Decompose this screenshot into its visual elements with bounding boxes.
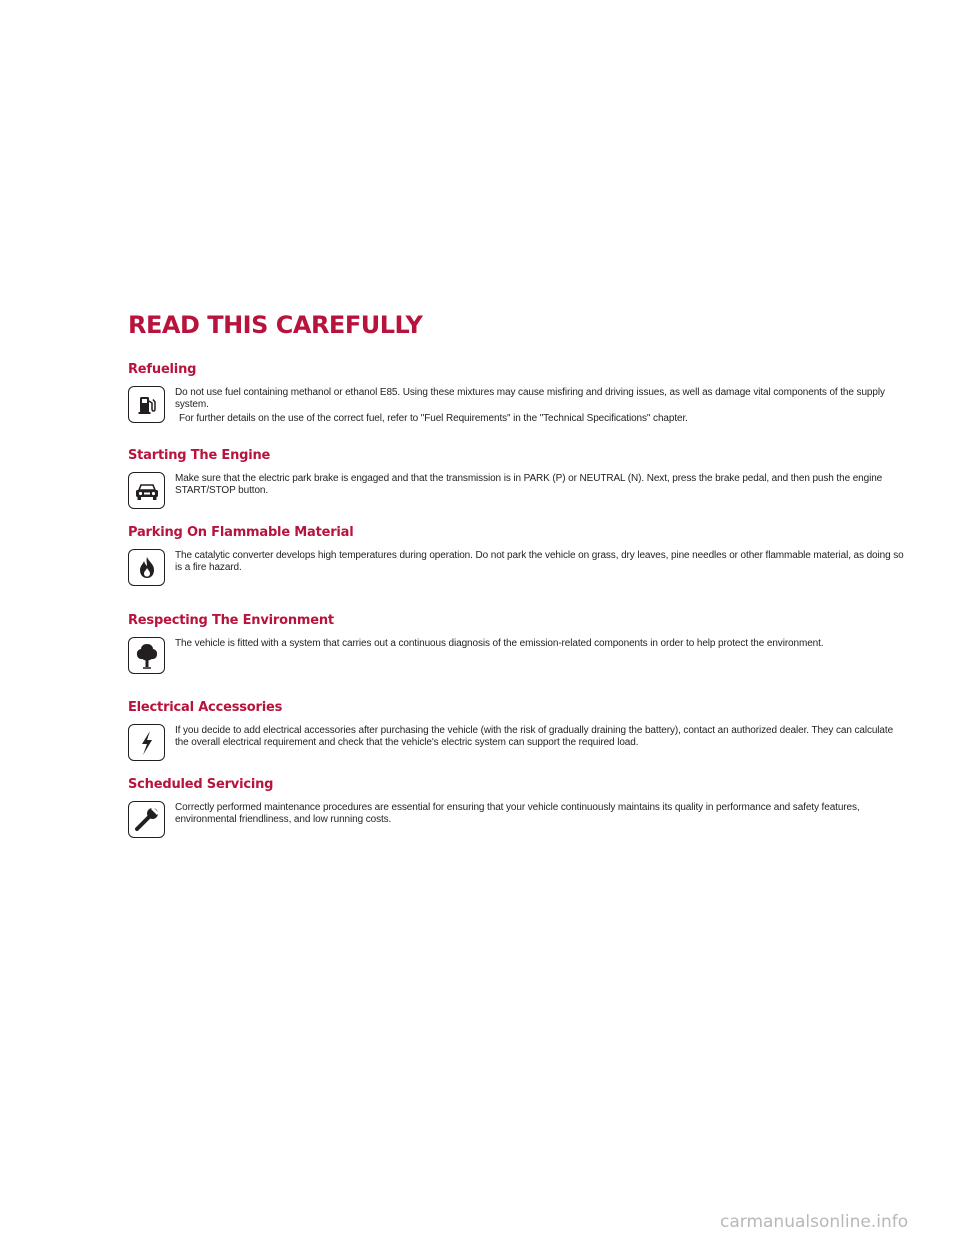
fuel-pump-icon (128, 386, 165, 423)
car-icon (128, 472, 165, 509)
section-text: If you decide to add electrical accessories after purchasing the vehicle (with the risk of gradually draining the battery), contact an authorized dealer. They can calculate the overall electrical requirement and check that the vehicle's electric system can support the required load. (175, 725, 894, 748)
lightning-bolt-icon (128, 724, 165, 761)
section-starting-engine (128, 448, 908, 513)
section-parking-flammable (128, 525, 908, 590)
section-electrical-accessories (128, 700, 908, 765)
section-scheduled-servicing (128, 777, 908, 842)
watermark: carmanualsonline.info (720, 1212, 909, 1232)
tree-icon (128, 637, 165, 674)
section-text: Make sure that the electric park brake is engaged and that the transmission is in PARK (P) or NEUTRAL (N). Next, press the brake pedal, and then push the engine START/STOP button. (175, 473, 883, 496)
section-text: The vehicle is fitted with a system that carries out a continuous diagnosis of the emission-related components in order to help protect the environment. (175, 638, 824, 649)
section-refueling (128, 362, 908, 427)
section-heading: Refueling (128, 362, 197, 377)
section-text: Correctly performed maintenance procedures are essential for ensuring that your vehicle continuously maintains its quality in performance and safety features, environmental friendliness, and low running costs. (175, 802, 860, 825)
section-heading: Scheduled Servicing (128, 777, 274, 792)
section-heading: Respecting The Environment (128, 613, 334, 628)
fire-icon (128, 549, 165, 586)
section-heading: Starting The Engine (128, 448, 271, 463)
wrench-icon (128, 801, 165, 838)
page-title: READ THIS CAREFULLY (128, 311, 423, 339)
section-text: For further details on the use of the correct fuel, refer to "Fuel Requirements" in the "Technical Specifications" chapter. (179, 413, 688, 424)
section-heading: Electrical Accessories (128, 700, 283, 715)
section-heading: Parking On Flammable Material (128, 525, 354, 540)
section-text: Do not use fuel containing methanol or ethanol E85. Using these mixtures may cause misfiring and driving issues, as well as damage vital components of the supply system. (175, 387, 885, 410)
section-text: The catalytic converter develops high temperatures during operation. Do not park the vehicle on grass, dry leaves, pine needles or other flammable material, as doing so is a fire hazard. (175, 550, 904, 573)
section-respecting-environment (128, 613, 908, 678)
